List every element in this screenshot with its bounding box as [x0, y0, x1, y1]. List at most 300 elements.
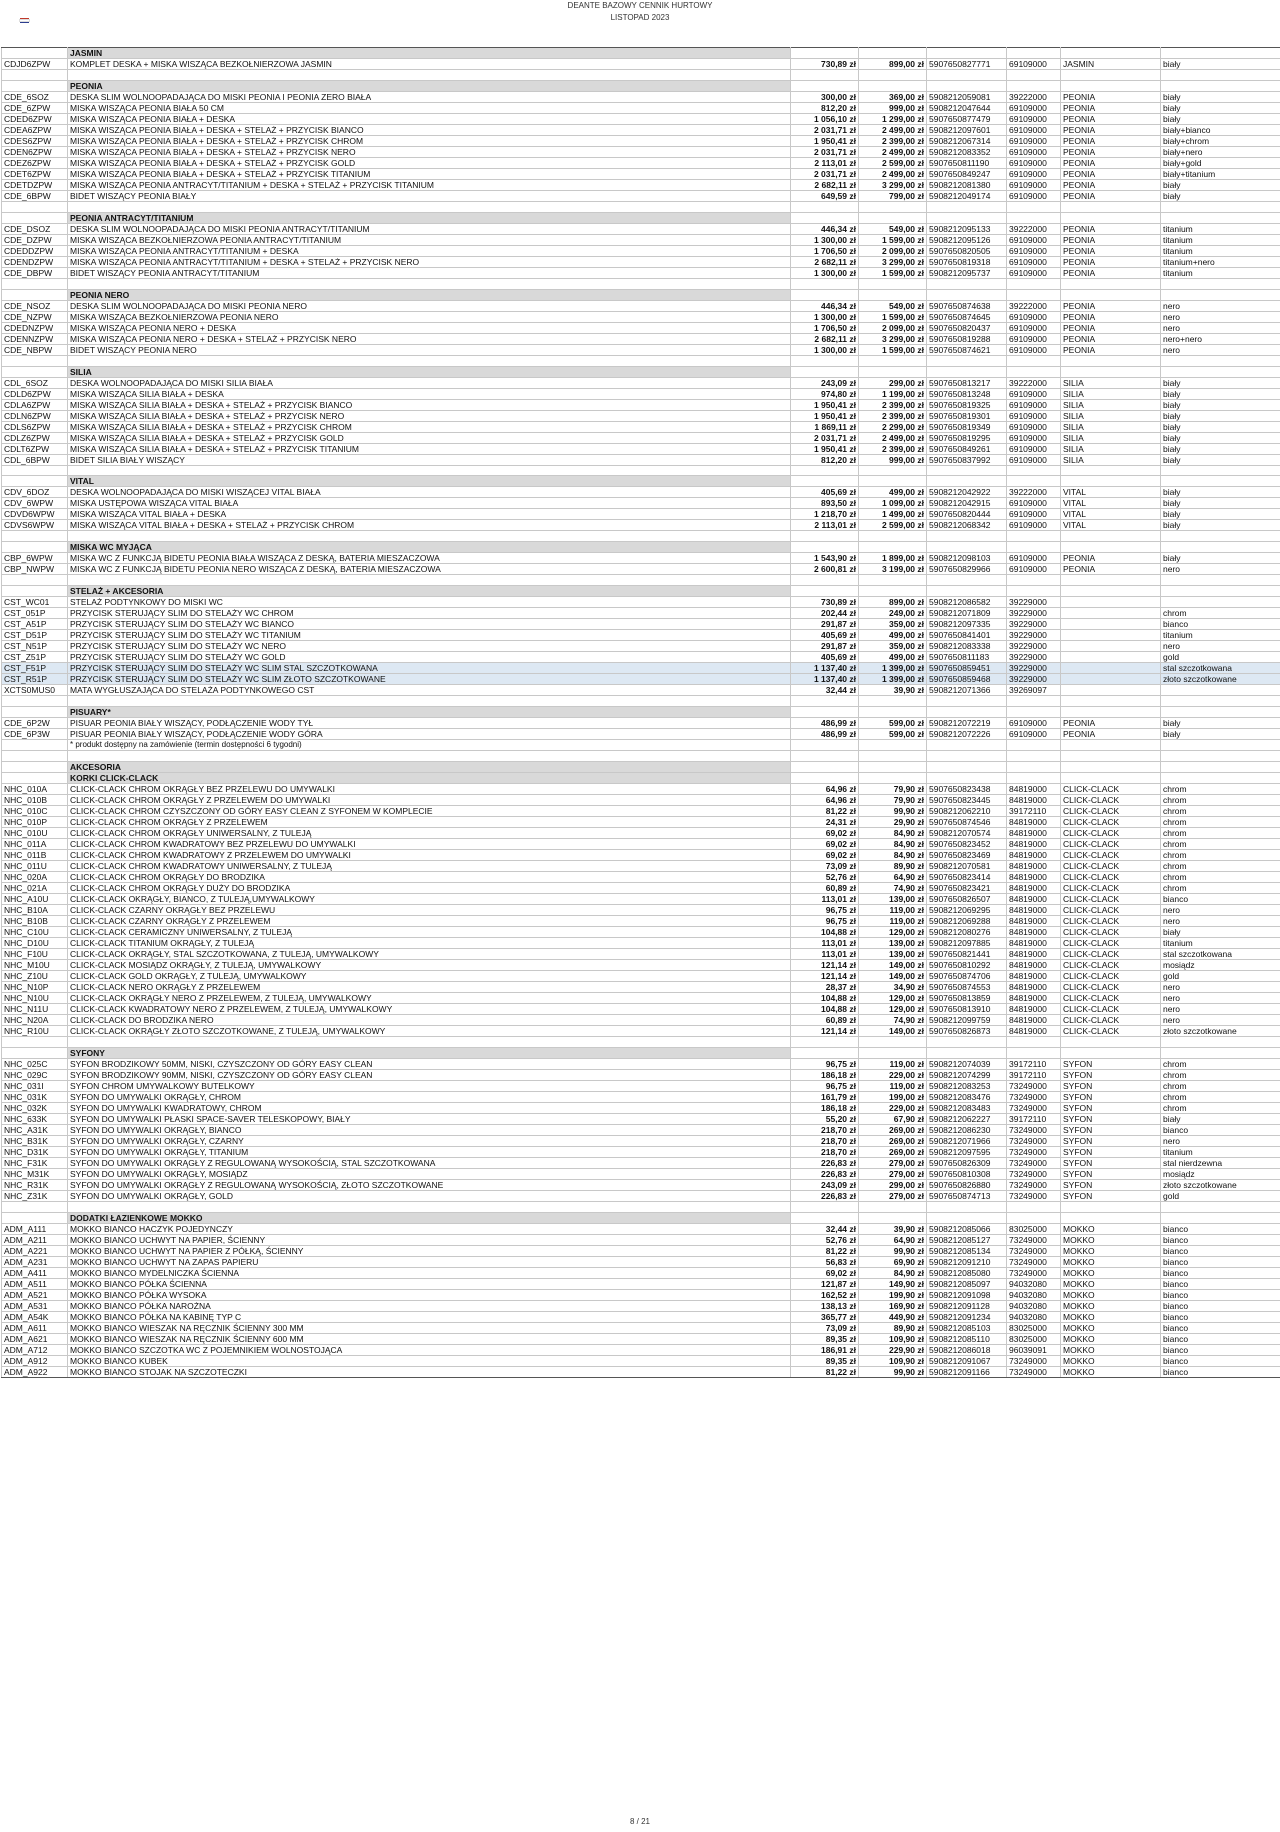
product-code: [2, 696, 68, 707]
cn-code: 69109000: [1007, 718, 1061, 729]
series-name: MOKKO: [1061, 1278, 1161, 1289]
net-price: 64,96 zł: [791, 795, 859, 806]
color-name: biały: [1161, 91, 1280, 102]
product-code: NHC_020A: [2, 872, 68, 883]
ean-code: 5908212083476: [927, 1091, 1007, 1102]
color-name: złoto szczotkowane: [1161, 1026, 1280, 1037]
cn-code: 84819000: [1007, 971, 1061, 982]
ean-code: [927, 1212, 1007, 1223]
cn-code: 69109000: [1007, 498, 1061, 509]
gross-price: 599,00 zł: [859, 718, 927, 729]
series-name: VITAL: [1061, 498, 1161, 509]
cn-code: 69109000: [1007, 454, 1061, 465]
color-name: bianco: [1161, 1256, 1280, 1267]
product-name: MISKA WISZĄCA PEONIA BIAŁA + DESKA + STELAŻ + PRZYCISK BIANCO: [68, 124, 791, 135]
net-price: [791, 48, 859, 59]
cn-code: 69109000: [1007, 399, 1061, 410]
net-price: 52,76 zł: [791, 872, 859, 883]
product-name: PEONIA NERO: [68, 289, 791, 300]
gross-price: 279,00 zł: [859, 1168, 927, 1179]
product-name: [68, 1201, 791, 1212]
table-row: [2, 1168, 1280, 1179]
table-row: [2, 344, 1280, 355]
product-code: CST_A51P: [2, 619, 68, 630]
color-name: [1161, 696, 1280, 707]
net-price: 202,44 zł: [791, 608, 859, 619]
table-row: [2, 1322, 1280, 1333]
product-code: [2, 476, 68, 487]
cn-code: 84819000: [1007, 927, 1061, 938]
product-code: ADM_A922: [2, 1366, 68, 1377]
series-name: [1061, 70, 1161, 81]
color-name: titanium: [1161, 234, 1280, 245]
gross-price: 1 499,00 zł: [859, 509, 927, 520]
color-name: chrom: [1161, 1080, 1280, 1091]
product-name: MISKA WISZĄCA PEONIA NERO + DESKA + STELAŻ + PRZYCISK NERO: [68, 333, 791, 344]
gross-price: 84,90 zł: [859, 1267, 927, 1278]
gross-price: 169,90 zł: [859, 1300, 927, 1311]
series-name: SILIA: [1061, 410, 1161, 421]
ean-code: 5908212042915: [927, 498, 1007, 509]
section-header-row: [2, 48, 1280, 59]
net-price: 104,88 zł: [791, 1004, 859, 1015]
cn-code: 39222000: [1007, 377, 1061, 388]
color-name: biały: [1161, 443, 1280, 454]
series-name: CLICK-CLACK: [1061, 784, 1161, 795]
product-code: CDLS6ZPW: [2, 421, 68, 432]
series-name: [1061, 619, 1161, 630]
product-name: MOKKO BIANCO MYDELNICZKA ŚCIENNA: [68, 1267, 791, 1278]
net-price: 365,77 zł: [791, 1311, 859, 1322]
net-price: 1 706,50 zł: [791, 245, 859, 256]
ean-code: 5908212091234: [927, 1311, 1007, 1322]
cn-code: [1007, 355, 1061, 366]
net-price: [791, 586, 859, 597]
product-code: CDE_DSOZ: [2, 223, 68, 234]
net-price: 60,89 zł: [791, 1015, 859, 1026]
series-name: SYFON: [1061, 1157, 1161, 1168]
color-name: chrom: [1161, 872, 1280, 883]
series-name: PEONIA: [1061, 168, 1161, 179]
ean-code: 5908212085134: [927, 1245, 1007, 1256]
product-name: MOKKO BIANCO WIESZAK NA RĘCZNIK ŚCIENNY 600 MM: [68, 1333, 791, 1344]
gross-price: 999,00 zł: [859, 102, 927, 113]
net-price: 243,09 zł: [791, 1179, 859, 1190]
color-name: biały: [1161, 388, 1280, 399]
gross-price: 69,90 zł: [859, 1256, 927, 1267]
product-name: VITAL: [68, 476, 791, 487]
ean-code: 5908212071966: [927, 1135, 1007, 1146]
product-name: CLICK-CLACK CHROM OKRĄGŁY Z PRZELEWEM: [68, 817, 791, 828]
table-row: [2, 795, 1280, 806]
cn-code: 69109000: [1007, 311, 1061, 322]
product-name: MISKA WISZĄCA PEONIA BIAŁA 50 CM: [68, 102, 791, 113]
product-code: ADM_A611: [2, 1322, 68, 1333]
product-name: [68, 70, 791, 81]
gross-price: 99,90 zł: [859, 1366, 927, 1377]
ean-code: [927, 773, 1007, 784]
ean-code: 5908212099759: [927, 1015, 1007, 1026]
product-code: CDVD6WPW: [2, 509, 68, 520]
ean-code: [927, 476, 1007, 487]
cn-code: [1007, 289, 1061, 300]
cn-code: [1007, 465, 1061, 476]
net-price: 1 137,40 zł: [791, 674, 859, 685]
series-name: CLICK-CLACK: [1061, 993, 1161, 1004]
net-price: [791, 70, 859, 81]
blank-row: [2, 1037, 1280, 1048]
table-row: [2, 993, 1280, 1004]
table-row: [2, 597, 1280, 608]
cn-code: 39229000: [1007, 619, 1061, 630]
color-name: [1161, 201, 1280, 212]
product-code: CDETDZPW: [2, 179, 68, 190]
color-name: chrom: [1161, 608, 1280, 619]
net-price: 69,02 zł: [791, 850, 859, 861]
table-row: [2, 300, 1280, 311]
ean-code: 5907650849261: [927, 443, 1007, 454]
cn-code: 69109000: [1007, 333, 1061, 344]
net-price: 405,69 zł: [791, 487, 859, 498]
product-code: [2, 751, 68, 762]
table-row: [2, 1135, 1280, 1146]
product-name: MISKA WISZĄCA PEONIA NERO + DESKA: [68, 322, 791, 333]
page-number: 8 / 21: [629, 1817, 650, 1826]
product-code: NHC_633K: [2, 1113, 68, 1124]
cn-code: [1007, 740, 1061, 751]
color-name: titanium: [1161, 630, 1280, 641]
ean-code: 5907650823414: [927, 872, 1007, 883]
product-code: CDE_DZPW: [2, 234, 68, 245]
product-code: [2, 575, 68, 586]
series-name: CLICK-CLACK: [1061, 982, 1161, 993]
cn-code: 69109000: [1007, 432, 1061, 443]
net-price: 1 137,40 zł: [791, 663, 859, 674]
color-name: titanium: [1161, 245, 1280, 256]
series-name: [1061, 641, 1161, 652]
product-name: CLICK-CLACK TITANIUM OKRĄGŁY, Z TULEJĄ: [68, 938, 791, 949]
ean-code: [927, 762, 1007, 773]
series-name: PEONIA: [1061, 718, 1161, 729]
series-name: [1061, 773, 1161, 784]
cn-code: [1007, 1037, 1061, 1048]
color-name: biały: [1161, 509, 1280, 520]
product-code: NHC_031K: [2, 1091, 68, 1102]
net-price: 73,09 zł: [791, 1322, 859, 1333]
gross-price: 1 399,00 zł: [859, 674, 927, 685]
gross-price: 2 399,00 zł: [859, 399, 927, 410]
color-name: biały: [1161, 927, 1280, 938]
product-code: [2, 773, 68, 784]
cn-code: 39172110: [1007, 1058, 1061, 1069]
product-name: CLICK-CLACK OKRĄGŁY ZŁOTO SZCZOTKOWANE, Z TULEJĄ, UMYWALKOWY: [68, 1026, 791, 1037]
cn-code: 73249000: [1007, 1102, 1061, 1113]
table-row: [2, 410, 1280, 421]
color-name: [1161, 1201, 1280, 1212]
cn-code: [1007, 542, 1061, 553]
ean-code: 5907650874645: [927, 311, 1007, 322]
color-name: nero: [1161, 982, 1280, 993]
product-code: CDEN6ZPW: [2, 146, 68, 157]
cn-code: 69109000: [1007, 245, 1061, 256]
gross-price: 149,00 zł: [859, 971, 927, 982]
net-price: 1 218,70 zł: [791, 509, 859, 520]
gross-price: 2 499,00 zł: [859, 124, 927, 135]
color-name: chrom: [1161, 1102, 1280, 1113]
table-row: [2, 784, 1280, 795]
table-row: [2, 1080, 1280, 1091]
product-name: SYFON DO UMYWALKI OKRĄGŁY, CHROM: [68, 1091, 791, 1102]
gross-price: 299,00 zł: [859, 1179, 927, 1190]
product-code: ADM_A621: [2, 1333, 68, 1344]
product-code: CDL_6SOZ: [2, 377, 68, 388]
product-name: DESKA SLIM WOLNOOPADAJĄCA DO MISKI PEONIA I PEONIA ZERO BIAŁA: [68, 91, 791, 102]
product-code: ADM_A231: [2, 1256, 68, 1267]
series-name: JASMIN: [1061, 59, 1161, 70]
net-price: [791, 707, 859, 718]
ean-code: 5908212091128: [927, 1300, 1007, 1311]
color-name: chrom: [1161, 795, 1280, 806]
series-name: MOKKO: [1061, 1234, 1161, 1245]
ean-code: 5908212086582: [927, 597, 1007, 608]
cn-code: 84819000: [1007, 883, 1061, 894]
product-name: STELAŻ + AKCESORIA: [68, 586, 791, 597]
table-row: [2, 1091, 1280, 1102]
color-name: nero: [1161, 993, 1280, 1004]
table-row: [2, 949, 1280, 960]
gross-price: 39,90 zł: [859, 1223, 927, 1234]
gross-price: 549,00 zł: [859, 223, 927, 234]
cn-code: [1007, 366, 1061, 377]
gross-price: 359,00 zł: [859, 619, 927, 630]
section-header-row: [2, 80, 1280, 91]
gross-price: 2 499,00 zł: [859, 146, 927, 157]
table-row: [2, 1179, 1280, 1190]
cn-code: 39222000: [1007, 91, 1061, 102]
ean-code: 5907650877479: [927, 113, 1007, 124]
ean-code: 5907650874638: [927, 300, 1007, 311]
cn-code: 73249000: [1007, 1267, 1061, 1278]
color-name: biały: [1161, 432, 1280, 443]
cn-code: 69109000: [1007, 234, 1061, 245]
color-name: nero: [1161, 322, 1280, 333]
ean-code: [927, 48, 1007, 59]
series-name: [1061, 597, 1161, 608]
product-name: KOMPLET DESKA + MISKA WISZĄCA BEZKOŁNIERZOWA JASMIN: [68, 59, 791, 70]
color-name: bianco: [1161, 1311, 1280, 1322]
color-name: [1161, 762, 1280, 773]
table-row: [2, 850, 1280, 861]
gross-price: 599,00 zł: [859, 729, 927, 740]
series-name: [1061, 542, 1161, 553]
gross-price: [859, 80, 927, 91]
table-row: [2, 487, 1280, 498]
table-row: [2, 1256, 1280, 1267]
net-price: 1 300,00 zł: [791, 311, 859, 322]
series-name: [1061, 762, 1161, 773]
ean-code: [927, 696, 1007, 707]
gross-price: 79,90 zł: [859, 795, 927, 806]
cn-code: 69109000: [1007, 59, 1061, 70]
ean-code: [927, 1037, 1007, 1048]
product-name: CLICK-CLACK OKRĄGŁY, STAL SZCZOTKOWANA, Z TULEJĄ, UMYWALKOWY: [68, 949, 791, 960]
table-row: [2, 59, 1280, 70]
ean-code: [927, 575, 1007, 586]
net-price: 104,88 zł: [791, 993, 859, 1004]
blank-row: [2, 696, 1280, 707]
net-price: [791, 762, 859, 773]
cn-code: [1007, 80, 1061, 91]
net-price: [791, 696, 859, 707]
cn-code: 73249000: [1007, 1124, 1061, 1135]
net-price: 162,52 zł: [791, 1289, 859, 1300]
cn-code: 69109000: [1007, 113, 1061, 124]
series-name: MOKKO: [1061, 1366, 1161, 1377]
series-name: CLICK-CLACK: [1061, 938, 1161, 949]
net-price: 2 682,11 zł: [791, 333, 859, 344]
color-name: nero: [1161, 344, 1280, 355]
series-name: [1061, 575, 1161, 586]
product-name: MISKA WISZĄCA PEONIA ANTRACYT/TITANIUM + DESKA + STELAŻ + PRZYCISK NERO: [68, 256, 791, 267]
series-name: MOKKO: [1061, 1311, 1161, 1322]
cn-code: 73249000: [1007, 1168, 1061, 1179]
color-name: [1161, 366, 1280, 377]
gross-price: 139,00 zł: [859, 949, 927, 960]
color-name: [1161, 531, 1280, 542]
product-code: CST_051P: [2, 608, 68, 619]
series-name: [1061, 696, 1161, 707]
cn-code: 73249000: [1007, 1366, 1061, 1377]
cn-code: 69109000: [1007, 410, 1061, 421]
gross-price: 149,00 zł: [859, 960, 927, 971]
cn-code: 84819000: [1007, 949, 1061, 960]
table-row: [2, 311, 1280, 322]
color-name: biały: [1161, 553, 1280, 564]
cn-code: 69109000: [1007, 135, 1061, 146]
product-code: NHC_A31K: [2, 1124, 68, 1135]
ean-code: [927, 289, 1007, 300]
gross-price: [859, 465, 927, 476]
section-header-row: [2, 1212, 1280, 1223]
product-name: DODATKI ŁAZIENKOWE MOKKO: [68, 1212, 791, 1223]
ean-code: 5908212042922: [927, 487, 1007, 498]
gross-price: 129,00 zł: [859, 1004, 927, 1015]
series-name: PEONIA: [1061, 311, 1161, 322]
series-name: SYFON: [1061, 1146, 1161, 1157]
net-price: 2 113,01 zł: [791, 157, 859, 168]
series-name: CLICK-CLACK: [1061, 817, 1161, 828]
cn-code: 84819000: [1007, 894, 1061, 905]
cn-code: 39222000: [1007, 223, 1061, 234]
cn-code: 39229000: [1007, 641, 1061, 652]
series-name: PEONIA: [1061, 300, 1161, 311]
net-price: 96,75 zł: [791, 1058, 859, 1069]
table-row: [2, 509, 1280, 520]
ean-code: 5908212074039: [927, 1058, 1007, 1069]
color-name: nero: [1161, 1004, 1280, 1015]
product-code: CST_WC01: [2, 597, 68, 608]
product-name: MISKA WISZĄCA SILIA BIAŁA + DESKA + STELAŻ + PRZYCISK CHROM: [68, 421, 791, 432]
net-price: [791, 80, 859, 91]
product-code: [2, 542, 68, 553]
cn-code: 73249000: [1007, 1179, 1061, 1190]
ean-code: 5908212080276: [927, 927, 1007, 938]
ean-code: [927, 531, 1007, 542]
color-name: [1161, 1037, 1280, 1048]
net-price: 113,01 zł: [791, 938, 859, 949]
product-code: CDENDZPW: [2, 256, 68, 267]
table-row: [2, 608, 1280, 619]
product-name: DESKA SLIM WOLNOOPADAJĄCA DO MISKI PEONIA NERO: [68, 300, 791, 311]
ean-code: 5908212091067: [927, 1355, 1007, 1366]
net-price: 974,80 zł: [791, 388, 859, 399]
product-code: NHC_010A: [2, 784, 68, 795]
ean-code: 5908212081380: [927, 179, 1007, 190]
product-name: AKCESORIA: [68, 762, 791, 773]
net-price: 405,69 zł: [791, 652, 859, 663]
flag-icon: [20, 18, 29, 25]
gross-price: 279,00 zł: [859, 1157, 927, 1168]
cn-code: 69109000: [1007, 443, 1061, 454]
color-name: biały: [1161, 190, 1280, 201]
series-name: PEONIA: [1061, 223, 1161, 234]
ean-code: 5907650819288: [927, 333, 1007, 344]
ean-code: 5907650823445: [927, 795, 1007, 806]
cn-code: [1007, 707, 1061, 718]
series-name: PEONIA: [1061, 553, 1161, 564]
gross-price: 119,00 zł: [859, 1058, 927, 1069]
product-code: NHC_D31K: [2, 1146, 68, 1157]
ean-code: [927, 542, 1007, 553]
color-name: titanium: [1161, 267, 1280, 278]
net-price: 446,34 zł: [791, 300, 859, 311]
table-row: [2, 245, 1280, 256]
net-price: [791, 751, 859, 762]
product-code: CDEZ6ZPW: [2, 157, 68, 168]
net-price: 1 300,00 zł: [791, 234, 859, 245]
cn-code: 39229000: [1007, 597, 1061, 608]
cn-code: 69109000: [1007, 146, 1061, 157]
net-price: 218,70 zł: [791, 1135, 859, 1146]
net-price: [791, 1047, 859, 1058]
gross-price: 74,90 zł: [859, 883, 927, 894]
series-name: PEONIA: [1061, 333, 1161, 344]
product-name: MISKA WISZĄCA SILIA BIAŁA + DESKA: [68, 388, 791, 399]
product-code: CDLA6ZPW: [2, 399, 68, 410]
net-price: 113,01 zł: [791, 894, 859, 905]
series-name: PEONIA: [1061, 256, 1161, 267]
series-name: MOKKO: [1061, 1245, 1161, 1256]
ean-code: 5907650820437: [927, 322, 1007, 333]
color-name: biały: [1161, 377, 1280, 388]
gross-price: [859, 1201, 927, 1212]
color-name: [1161, 355, 1280, 366]
series-name: PEONIA: [1061, 124, 1161, 135]
gross-price: 2 399,00 zł: [859, 410, 927, 421]
series-name: CLICK-CLACK: [1061, 971, 1161, 982]
gross-price: 2 599,00 zł: [859, 157, 927, 168]
ean-code: 5908212097595: [927, 1146, 1007, 1157]
gross-price: 84,90 zł: [859, 850, 927, 861]
net-price: 2 682,11 zł: [791, 179, 859, 190]
net-price: 1 300,00 zł: [791, 267, 859, 278]
cn-code: [1007, 1047, 1061, 1058]
color-name: [1161, 80, 1280, 91]
color-name: nero+nero: [1161, 333, 1280, 344]
series-name: SILIA: [1061, 388, 1161, 399]
cn-code: 84819000: [1007, 938, 1061, 949]
series-name: [1061, 586, 1161, 597]
